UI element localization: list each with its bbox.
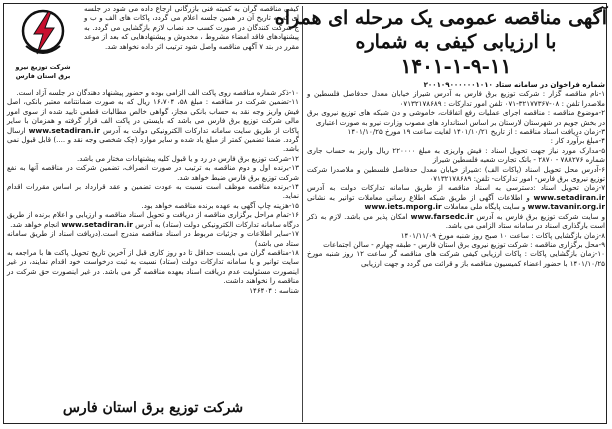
notice-paragraph: ۸-زمان بازگشایی پاکات : ساعت ۱۰ صبح روز شنبه مورخ ۱۴۰۱/۱۱/۰۹ bbox=[400, 230, 605, 240]
notice-paragraph: ۱۸-مناقصه گران می بایست حداقل تا دو روز کاری قبل از آخرین تاریخ تحویل پاکت ها با مراجعه به سایت توانیر و یا سامانه تدارکات دولت (ستاد) نسبت به ثبت درخواست خود اقدام نمایند، در غیر اینصورت مسئولیت عدم دریافت اسناد بعهده مناقصه گر می باشد. در غیر اینصورت حق شرکت در مناقصه را نخواهند داشت. bbox=[7, 247, 299, 286]
notice-paragraph: و سایت شرکت توزیع برق فارس به آدرس www.farsedc.ir امکان پذیر می باشد. لازم به ذکر است بارگذاری اسناد در سامانه ستاد الزامی می باشد. bbox=[307, 211, 605, 231]
notice-paragraph: ۱۰-ذکر شماره مناقصه روی پاکت الف الزامی بوده و حضور پیشنهاد دهندگان در جلسه آزاد است. bbox=[16, 88, 299, 97]
left-paragraphs bbox=[5, 88, 301, 295]
notice-paragraph: ۱۵-هزینه چاپ آگهی به عهده برنده مناقصه خواهد بود. bbox=[141, 200, 299, 210]
notice-paragraph: ۵-مدارک مورد نیاز جهت تحویل اسناد : فیش واریزی به مبلغ ۲۲۰۰۰۰ ریال واریز به حساب جاری شماره ۷۸۸۲۷۶ - ۲۸۷۰ - بانک تجارت شعبه فلسطین شیراز bbox=[307, 145, 606, 165]
right-paragraphs bbox=[305, 80, 607, 268]
notice-paragraph: ۲-موضوع مناقصه : مناقصه اجرای عملیات رفع اتفاقات، خاموشی و دن شبکه های توزیع نیروی برق در بخش جویم در شهرستان لارستان بر اساس استاندارد های مصوب وزارت نیرو به صورت اعتباری bbox=[307, 108, 605, 127]
column-divider bbox=[302, 6, 303, 422]
notice-paragraph: ۱۳-برنده اول و دوم مناقصه به ترتیب در صورت انصراف، تضمین شرکت در مناقصه آنها به نفع شرکت توزیع برق فارس ضبط خواهد شد. bbox=[7, 163, 299, 182]
notice-paragraph: ۱۰-زمان بازگشایی پاکات : پاکات ارزیابی کیفی شرکت های مناقصه گر ساعت ۱۲ روز شنبه مورخ ۱۴۰۱/۱۰/۲۵ با حضور اعضاء کمیسیون مناقصه باز و قرائت می گردد و جهت ارزیابی bbox=[307, 249, 605, 268]
notice-paragraph: ۹-محل برگزاری مناقصه : شرکت توزیع نیروی برق استان فارس - طبقه چهارم - سالن اجتماعات bbox=[323, 239, 605, 249]
website-link[interactable]: www.setadiran.ir bbox=[28, 125, 101, 135]
website-link[interactable]: www.farsedc.ir bbox=[410, 211, 474, 221]
website-link[interactable]: www.setadiran.ir bbox=[533, 192, 605, 202]
notice-paragraph: ۱۴-برنده مناقصه موظف است نسبت به عودت تضمین و عقد قرارداد بر اساس مقررات اقدام نماید. bbox=[7, 182, 299, 201]
notice-paragraph: ۷-زمان تحویل اسناد :دسترسی به اسناد مناقصه از طریق سامانه تدارکات دولت به آدرس www.setadiran.ir و اطلاعات آگهی از طریق شبکه اطلاع رسانی معاملات توانیر به نشانی www.tavanir.org.ir و سایت پایگاه ملی معاملات www.iets.mporg.ir bbox=[307, 183, 605, 212]
notice-title-line1: آگهی مناقصه عمومی یک مرحله ای همراه bbox=[274, 7, 607, 29]
left-top-paragraphs bbox=[82, 4, 301, 51]
lightning-bolt-in-circle-icon bbox=[18, 6, 68, 62]
logo-caption-line1: شرکت توزیع نیرو bbox=[15, 63, 71, 71]
website-link[interactable]: www.setadiran.ir bbox=[61, 219, 133, 229]
notice-paragraph: شناسه : ۱۴۶۴۰۴ bbox=[249, 285, 299, 295]
notice-paragraph: شماره فراخوان در سامانه ستاد ۲۰۰۱۰۹۰۰۰۰۰۰۱۰۱۰ bbox=[423, 80, 605, 89]
notice-paragraph: کیفی مناقصه گران به کمیته فنی بازرگانی ارجاع داده می شود در جلسه ای که به تاریخ آن در همین جلسه اعلام می گردد، پاکات های الف و ب و ج شرکت کنندگان در صورت کسب حد نصاب لازم بازگشایی می گردد. به پیشنهادهای فاقد امضاء مشروط ، مخدوش و پیشنهادهایی که بعد از موعد مقرر در بند ۷ آگهی مناقصه واصل شود ترتیب اثر داده نخواهد شد. bbox=[84, 4, 299, 51]
notice-title-prefix: با ارزیابی کیفی به شماره bbox=[355, 31, 557, 53]
logo-caption-line2: برق استان فارس bbox=[15, 72, 71, 80]
website-link[interactable]: www.iets.mporg.ir bbox=[364, 202, 442, 212]
notice-title-line2 bbox=[305, 30, 607, 54]
company-signature: شرکت توزیع برق استان فارس bbox=[62, 400, 244, 416]
notice-paragraph: ۶-آدرس محل تحویل اسناد (پاکات الف) :شیراز خیابان معدل حدفاصل فلسطین و ملاصدرا شرکت توزیع نیروی برق فارس- امور تدارکات- تلفن: ۰۷۱۳۲۱۷۸۶۸۹ bbox=[307, 164, 605, 184]
notice-paragraph: ۱۷-سایر اطلاعات و جزئیات مربوط در اسناد مناقصه مندرج است.(دریافت اسناد از طریق سامانه ستاد می باشد) bbox=[7, 229, 299, 248]
company-logo bbox=[8, 6, 78, 86]
website-link[interactable]: www.tavanir.org.ir bbox=[527, 202, 605, 212]
notice-paragraph: ۱۱-تضمین شرکت در مناقصه : مبلغ ۵۸، ۱۶،۷۰۴ ریال که به صورت ضمانتنامه معتبر بانکی، اصل فیش واریز وجه نقد به حساب بانکی مجاز، گواهی خالص مطالبات قطعی تایید شده از سوی امور مالی شرکت توزیع برق فارس می باشد که بایستی در پاکت الف قرار گرفته و همزمان با سایر پاکات از طریق سایت سامانه تدارکات الکترونیکی دولت به آدرس www.setadiran.ir ارسال گردد. ضمنا تضمین کمتر از مبلغ یاد شده و سایر موارد (چک شخصی وجه نقد و ....) قابل قبول نمی باشد. bbox=[7, 97, 299, 154]
tender-number: ۱۴۰۱-۱-۹-۱۱ bbox=[400, 54, 512, 78]
notice-paragraph: ۱-نام مناقصه گزار : شرکت توزیع برق فارس به آدرس شیراز خیابان معدل حدفاصل فلسطین و ملاصدرا تلفن : ۰۸-۳۲۱۷۷۳۶۷-۰۷۱ تلفن امور تدارکات : ۰۷۱۳۲۱۷۸۶۸۹ bbox=[307, 89, 605, 108]
notice-paragraph: ۴-مبلغ برآورد کار : bbox=[550, 136, 605, 146]
notice-paragraph: ۳-زمان دریافت اسناد مناقصه : از تاریخ ۱۴۰۱/۱۰/۲۱ لغایت ساعت ۱۹ مورخ ۱۴۰۱/۱۰/۲۵ bbox=[347, 127, 605, 137]
notice-paragraph: ۱۲-شرکت توزیع برق فارس در رد و یا قبول کلیه پیشنهادات مختار می باشد. bbox=[77, 153, 299, 163]
notice-paragraph: ۱۶-تمام مراحل برگزاری مناقصه از دریافت و تحویل اسناد مناقصه و ارزیابی و اعلام برنده از طریق درگاه سامانه تدارکات الکترونیکی دولت (ستاد) به آدرس www.setadiran.ir انجام خواهد شد. bbox=[7, 210, 299, 229]
